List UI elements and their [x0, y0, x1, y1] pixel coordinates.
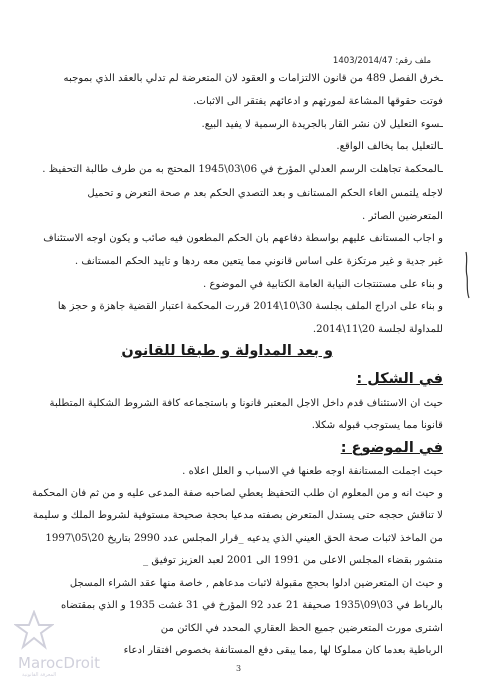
text-line: ـالتعليل بما يخالف الواقع.	[336, 141, 443, 152]
text-line: اشترى مورث المتعرضين جميع الحظ العقاري المحدد في الكائن من	[160, 623, 443, 634]
text-line: المتعرضين الصائر .	[362, 211, 443, 222]
text-line: حيث اجملت المستانفة اوجه طعنها في الاسباب و العلل اعلاه .	[182, 466, 443, 477]
text-line: و بناء على ادراج الملف بجلسة 30\10\2014 قررت المحكمة اعتبار القضية جاهزة و حجز ها	[57, 301, 443, 312]
text-line: للمداولة لجلسة 20\11\2014.	[312, 324, 443, 335]
text-line: فوتت حقوقها المشاعة لمورثهم و ادعائهم يفتقر الى الاثبات.	[193, 96, 443, 107]
watermark-name: MarocDroit	[18, 654, 101, 672]
watermark-logo	[8, 610, 128, 680]
text-line: غير جدية و غير مرتكزة على اساس قانوني مما يتعين معه ردها و تاييد الحكم المستانف .	[74, 256, 443, 267]
text-line: من الماخذ لاثبات صحة الحق العيني الذي يدعيه _قرار المجلس عدد 2990 بتاريخ 20\05\1997	[45, 533, 443, 544]
watermark-tagline: المعرفة القانونية	[22, 672, 57, 678]
text-line: بالرباط في 03\09\1935 صحيفة 21 عدد 92 المؤرخ في 31 غشت 1935 و الذي بمقتضاه	[60, 600, 443, 611]
text-line: ـسوء التعليل لان نشر القار بالجريدة الرسمية لا يفيد البيع.	[201, 119, 443, 130]
margin-pen-mark	[462, 250, 474, 300]
heading-form: في الشكل :	[356, 371, 443, 387]
case-reference: ملف رقم: 1403/2014/47	[332, 56, 431, 66]
text-line: منشور بقضاء المجلس الاعلى من 1991 الى 2001 لعبد العزيز توفيق _	[142, 555, 443, 566]
text-line: و بناء على مستنتجات النيابة العامة الكتابية في الموضوع .	[203, 279, 443, 290]
text-line: لا تناقش حججه حتى يستدل المتعرض بصفته مدعيا بحجة صحيحة مستوفية لشروط الملك و سليمة	[33, 510, 443, 521]
text-line: لاجله يلتمس الغاء الحكم المستانف و بعد التصدي الحكم بعد م صحة التعرض و تحميل	[87, 188, 443, 199]
text-line: الرباطية بعدما كان مملوكا لها ,مما يبقى دفع المستانفة بخصوص افتقار ادعاء	[123, 645, 443, 656]
text-line: حيث ان الاستئناف قدم داخل الاجل المعتبر قانونا و باستجماعه كافة الشروط الشكلية المتطلبة	[49, 398, 443, 409]
page-number: 3	[236, 664, 242, 673]
text-line: و حيث انه و من المعلوم ان طلب التحفيظ يعطي لصاحبه صفة المدعى عليه و من ثم فان المحكمة	[32, 488, 443, 499]
text-line: و اجاب المستانف عليهم بواسطة دفاعهم بان الحكم المطعون فيه صائب و يكون اوجه الاستئناف	[43, 233, 443, 244]
text-line: قانونا مما يستوجب قبوله شكلا.	[311, 420, 443, 431]
text-line: ـخرق الفصل 489 من قانون الالتزامات و العقود لان المتعرضة لم تدلي بالعقد الذي بموجبه	[63, 73, 443, 84]
text-line: و حيث ان المتعرضين ادلوا بحجج مقبولة لاثبات مدعاهم , خاصة منها عقد الشراء المسجل	[69, 578, 443, 589]
text-line: ـالمحكمة تجاهلت الرسم العدلي المؤرخ في 06\03\1945 المحتج به من طرف طالبة التحفيظ .	[42, 164, 443, 175]
heading-deliberation: و بعد المداولة و طبقا للقانون	[121, 343, 333, 359]
heading-subject: في الموضوع :	[340, 440, 443, 456]
star-icon	[14, 610, 54, 650]
